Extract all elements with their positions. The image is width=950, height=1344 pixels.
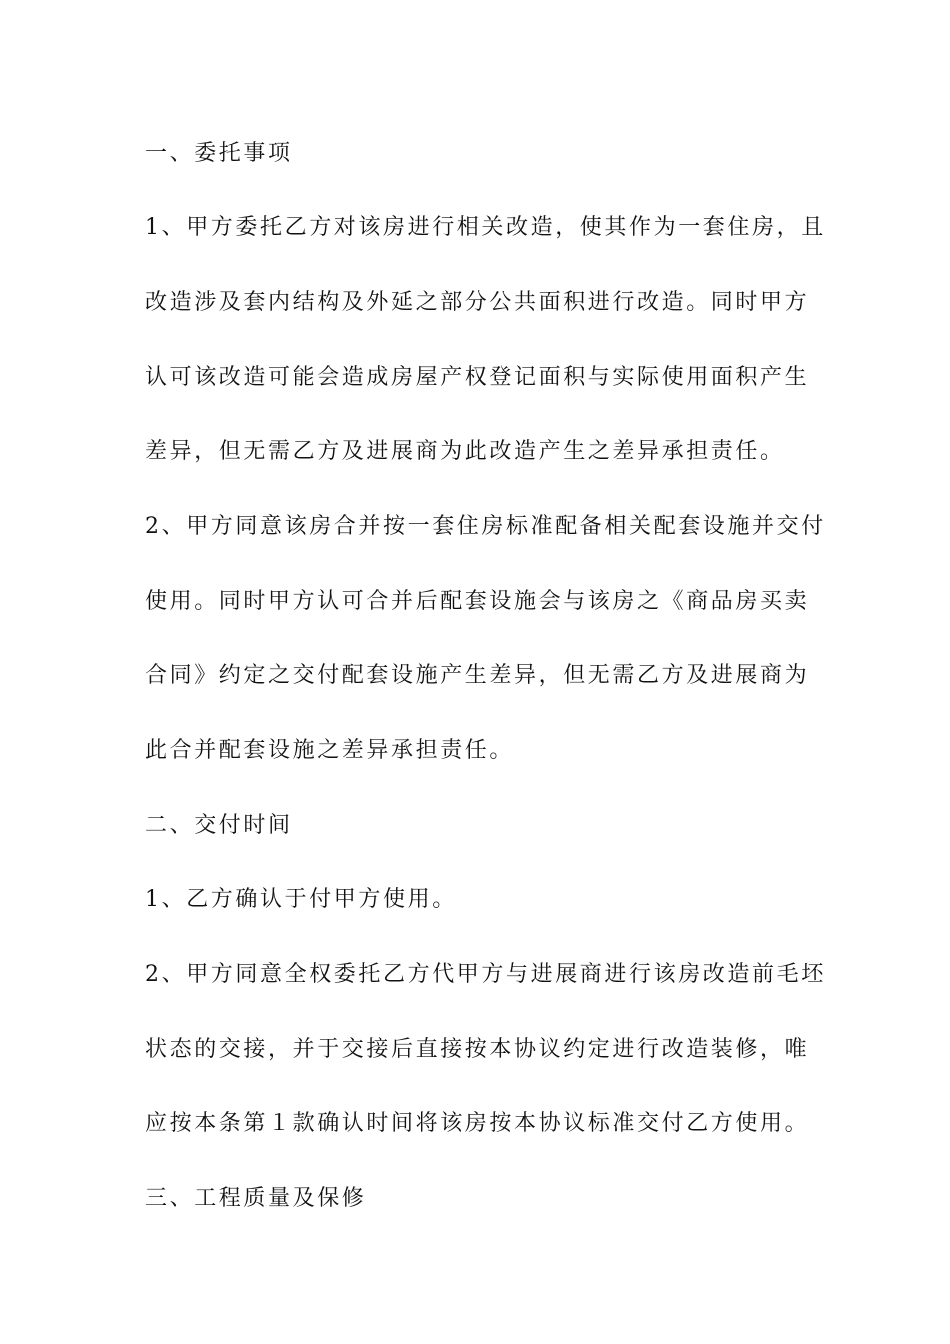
section-heading-3: 三、工程质量及保修 (145, 1186, 367, 1211)
paragraph-line: 2、甲方同意该房合并按一套住房标准配备相关配套设施并交付 (145, 514, 826, 539)
paragraph-line: 1、乙方确认于付甲方使用。 (145, 887, 457, 912)
section-heading-1: 一、委托事项 (145, 141, 293, 166)
paragraph-line: 认可该改造可能会造成房屋产权登记面积与实际使用面积产生 (145, 365, 810, 390)
paragraph-line: 1、甲方委托乙方对该房进行相关改造，使其作为一套住房，且 (145, 215, 826, 240)
paragraph-line: 此合并配套设施之差异承担责任。 (145, 738, 515, 763)
paragraph-line: 2、甲方同意全权委托乙方代甲方与进展商进行该房改造前毛坯 (145, 962, 826, 987)
paragraph-line: 合同》约定之交付配套设施产生差异，但无需乙方及进展商为 (145, 663, 810, 688)
section-heading-2: 二、交付时间 (145, 813, 293, 838)
paragraph-line: 应按本条第１款确认时间将该房按本协议标准交付乙方使用。 (145, 1111, 810, 1136)
paragraph-line: 差异，但无需乙方及进展商为此改造产生之差异承担责任。 (145, 439, 785, 464)
paragraph-line: 改造涉及套内结构及外延之部分公共面积进行改造。同时甲方 (145, 290, 810, 315)
paragraph-line: 状态的交接，并于交接后直接按本协议约定进行改造装修，唯 (145, 1037, 810, 1062)
paragraph-line: 使用。同时甲方认可合并后配套设施会与该房之《商品房买卖 (145, 589, 810, 614)
